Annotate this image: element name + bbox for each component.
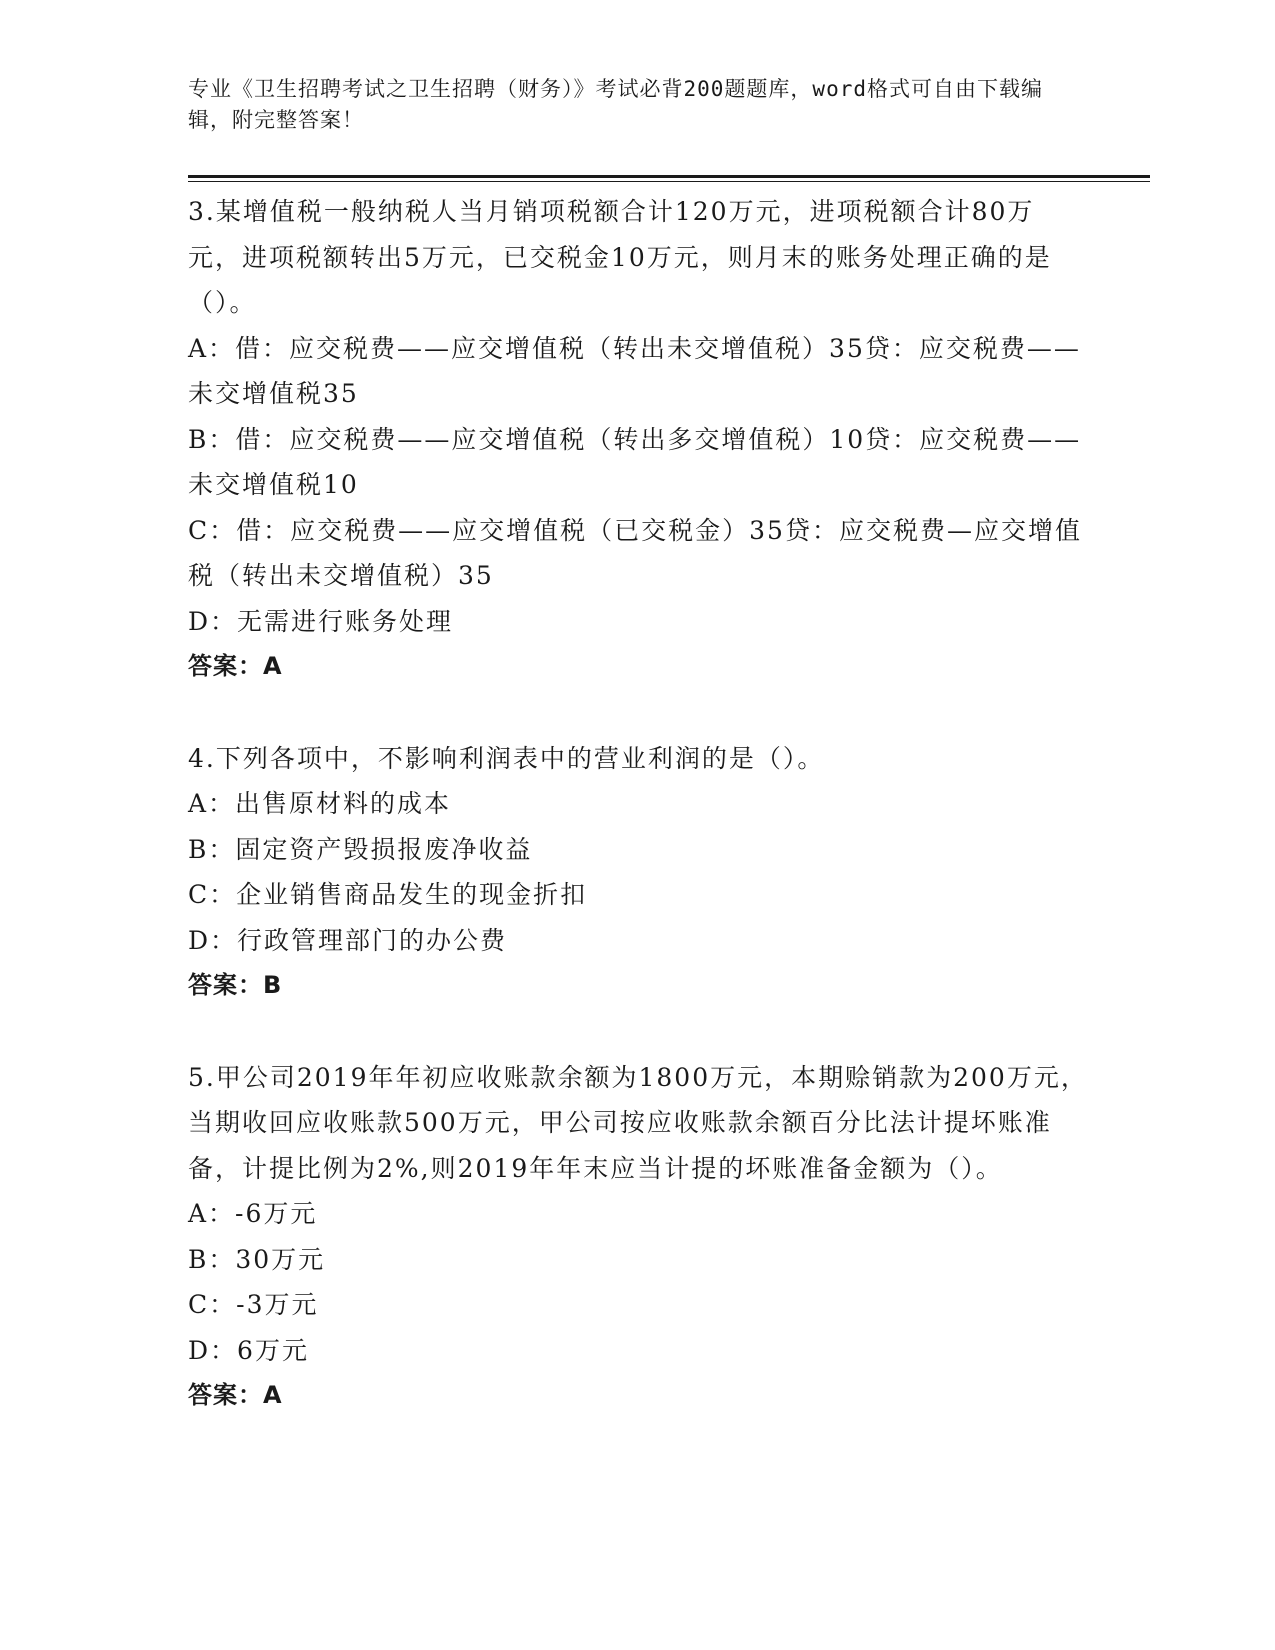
question-stem: 5.甲公司2019年年初应收账款余额为1800万元，本期赊销款为200万元，当期收回应收账款500万元，甲公司按应收账款余额百分比法计提坏账准备，计提比例为2%,则2019年年末应当计提的坏账准备金额为（）。 [188, 1062, 1088, 1183]
answer-label: 答案：A [188, 652, 283, 680]
option-c: C：-3万元 [188, 1290, 319, 1319]
question-list [188, 189, 1088, 1465]
document-header: 专业《卫生招聘考试之卫生招聘（财务）》考试必背200题题库，word格式可自由下载编辑，附完整答案！ [188, 77, 1043, 132]
question-3 [188, 189, 1088, 690]
option-c: C：借：应交税费——应交增值税（已交税金）35贷：应交税费—应交增值税（转出未交增值税）35 [188, 515, 1082, 590]
question-stem: 4.下列各项中，不影响利润表中的营业利润的是（）。 [188, 743, 825, 773]
question-stem: 3.某增值税一般纳税人当月销项税额合计120万元，进项税额合计80万元，进项税额转出5万元，已交税金10万元，则月末的账务处理正确的是（）。 [188, 197, 1052, 317]
question-5 [188, 1055, 1088, 1419]
option-b: B：借：应交税费——应交增值税（转出多交增值税）10贷：应交税费——未交增值税10 [188, 424, 1082, 499]
answer-label: 答案：A [188, 1381, 283, 1409]
header-divider-thin [188, 181, 1150, 182]
option-d: D：6万元 [188, 1335, 309, 1365]
question-4 [188, 736, 1088, 1009]
answer-label: 答案：B [188, 971, 283, 999]
option-a: A：-6万元 [188, 1199, 318, 1228]
option-a: A：出售原材料的成本 [188, 789, 452, 818]
option-b: B：固定资产毁损报废净收益 [188, 834, 533, 864]
header-divider-thick [188, 175, 1150, 178]
option-c: C：企业销售商品发生的现金折扣 [188, 880, 588, 909]
option-d: D：行政管理部门的办公费 [188, 925, 508, 955]
option-b: B：30万元 [188, 1244, 326, 1274]
option-a: A：借：应交税费——应交增值税（转出未交增值税）35贷：应交税费——未交增值税35 [188, 333, 1081, 408]
option-d: D：无需进行账务处理 [188, 606, 454, 636]
